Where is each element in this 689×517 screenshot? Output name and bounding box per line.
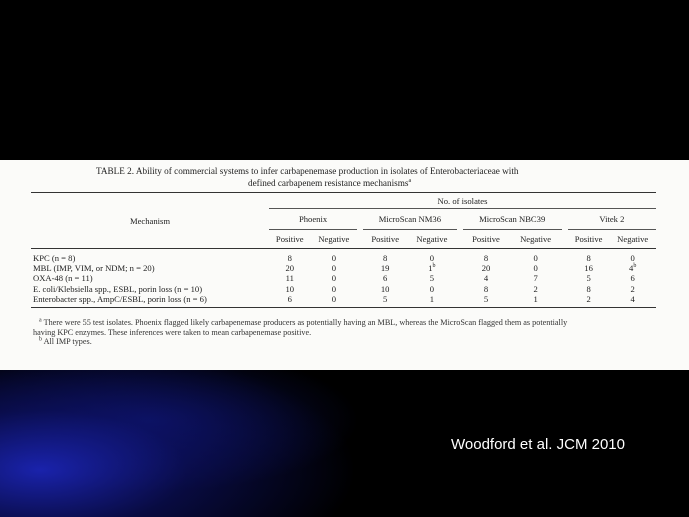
value-cell: 16 xyxy=(584,263,593,274)
mechanism-header: Mechanism xyxy=(31,193,269,249)
value-cell: 0 xyxy=(331,273,336,284)
table-row xyxy=(31,263,656,273)
value-cell: 4 xyxy=(630,293,635,304)
value-cell: 8 xyxy=(586,283,591,294)
value-cell: 0 xyxy=(429,253,435,263)
value-cell: 2 xyxy=(630,283,635,294)
caption-line-2: defined carbapenem resistance mechanisms xyxy=(248,177,409,188)
table-container xyxy=(31,192,656,308)
value-cell: 2 xyxy=(533,283,538,294)
value-cell: 4$^b$ xyxy=(629,263,637,274)
table-row xyxy=(31,294,656,308)
sub-header-positive: Positive xyxy=(371,234,400,244)
value-cell: 0 xyxy=(331,253,336,263)
footnote-a-line-1: There were 55 test isolates. Phoenix flagged likely carbapenemase producers as potentially having an MBL, whereas the MicroScan flagged them as potentially xyxy=(43,318,568,327)
table-row xyxy=(31,249,656,264)
system-header-nbc39: MicroScan NBC39 xyxy=(463,209,562,230)
value-cell: 8 xyxy=(483,253,489,263)
value-cell: 0 xyxy=(331,283,336,294)
table-footnotes xyxy=(33,318,658,347)
sub-header-negative: Negative xyxy=(416,234,448,244)
caption-line-1: TABLE 2. Ability of commercial systems to infer carbapenemase production in isolates of Enterobacteriaceae with xyxy=(96,166,519,176)
citation-text: Woodford et al. JCM 2010 xyxy=(451,436,625,453)
value-cell: 0 xyxy=(533,253,538,263)
mechanism-cell: KPC (n = 8) xyxy=(33,253,76,263)
sub-header-negative: Negative xyxy=(520,234,552,244)
table-caption xyxy=(96,166,656,189)
sub-header-negative: Negative xyxy=(617,234,649,244)
value-cell: 2 xyxy=(586,293,591,304)
value-cell: 4 xyxy=(483,273,489,284)
footnote-a-mark: a xyxy=(39,317,42,324)
value-cell: 10 xyxy=(380,283,390,294)
value-cell: 0 xyxy=(429,283,435,294)
results-table xyxy=(31,192,656,308)
footnote-b: All IMP types. xyxy=(43,337,92,347)
value-cell: 6 xyxy=(630,273,635,284)
value-cell: 10 xyxy=(285,283,295,294)
caption-footnote-mark: a xyxy=(408,177,412,184)
table-figure xyxy=(0,160,689,370)
no-of-isolates-header: No. of isolates xyxy=(269,193,656,209)
value-cell: 5 xyxy=(586,273,591,284)
value-cell: 8 xyxy=(287,253,292,263)
value-cell: 8 xyxy=(383,253,388,263)
system-header-phoenix: Phoenix xyxy=(269,209,357,230)
system-header-vitek2: Vitek 2 xyxy=(568,209,656,230)
footnote-b-mark: b xyxy=(39,336,42,343)
mechanism-cell: MBL (IMP, VIM, or NDM; n = 20) xyxy=(33,263,155,274)
value-cell: 11 xyxy=(285,273,294,284)
value-cell: 6 xyxy=(383,273,388,284)
value-cell: 7 xyxy=(533,273,538,284)
table-row xyxy=(31,273,656,283)
value-cell: 19 xyxy=(380,263,390,274)
mechanism-cell: E. coli/Klebsiella spp., ESBL, porin loss (n = 10) xyxy=(33,283,203,294)
value-cell: 1 xyxy=(429,293,435,304)
value-cell: 1$^b$ xyxy=(428,263,436,274)
value-cell: 5 xyxy=(383,293,388,304)
sub-header-negative: Negative xyxy=(318,234,350,244)
footnote-mark: b xyxy=(432,263,436,270)
sub-header-positive: Positive xyxy=(472,234,500,244)
value-cell: 5 xyxy=(429,273,435,284)
value-cell: 6 xyxy=(287,293,292,304)
value-cell: 8 xyxy=(483,283,489,294)
value-cell: 0 xyxy=(630,253,635,263)
value-cell: 8 xyxy=(586,253,591,263)
table-row xyxy=(31,284,656,294)
value-cell: 20 xyxy=(285,263,295,274)
sub-header-positive: Positive xyxy=(275,234,304,244)
value-cell: 5 xyxy=(483,293,489,304)
footnote-mark: b xyxy=(633,263,637,270)
sub-header-positive: Positive xyxy=(574,234,603,244)
system-header-nm36: MicroScan NM36 xyxy=(363,209,456,230)
value-cell: 0 xyxy=(331,293,336,304)
mechanism-cell: Enterobacter spp., AmpC/ESBL, porin loss (n = 6) xyxy=(33,293,207,304)
value-cell: 0 xyxy=(533,263,538,274)
footnote-a-line-2: having KPC enzymes. These inferences were taken to mean carbapenemase positive. xyxy=(33,327,312,337)
value-cell: 0 xyxy=(331,263,336,274)
value-cell: 20 xyxy=(481,263,491,274)
mechanism-cell: OXA-48 (n = 11) xyxy=(33,273,93,284)
value-cell: 1 xyxy=(533,293,538,304)
